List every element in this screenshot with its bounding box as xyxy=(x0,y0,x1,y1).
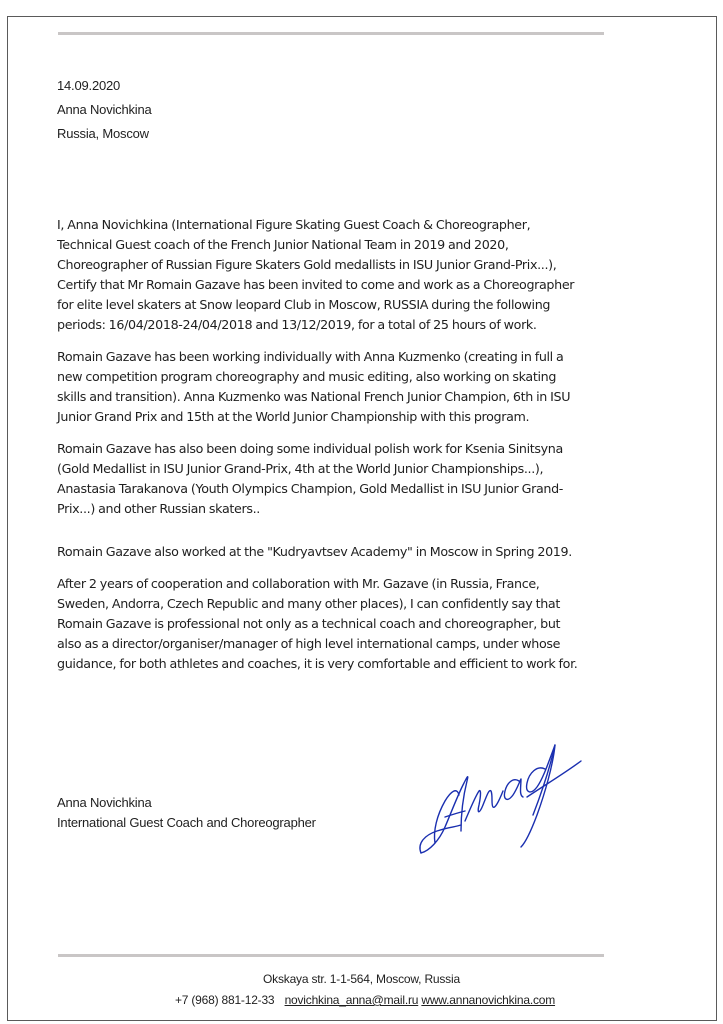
footer-contacts xyxy=(0,993,723,1007)
body-line: Sweden, Andorra, Czech Republic and many other places), I can confidently say that xyxy=(57,596,560,611)
signature-stroke xyxy=(420,825,461,853)
body-line: After 2 years of cooperation and collaboration with Mr. Gazave (in Russia, France, xyxy=(57,576,540,591)
paragraph-kuzmenko xyxy=(57,347,657,427)
body-line: skills and transition). Anna Kuzmenko was National French Junior Champion, 6th in ISU xyxy=(57,389,571,404)
body-line: also as a director/organiser/manager of high level international camps, under whose xyxy=(57,636,561,651)
letter-body xyxy=(57,215,657,686)
signature-stroke xyxy=(527,761,581,797)
body-line: Prix...) and other Russian skaters.. xyxy=(57,501,260,516)
body-line: Technical Guest coach of the French Junior National Team in 2019 and 2020, xyxy=(57,237,509,252)
body-line: Anastasia Tarakanova (Youth Olympics Champion, Gold Medallist in ISU Junior Grand- xyxy=(57,481,564,496)
body-line: for elite level skaters at Snow leopard Club in Moscow, RUSSIA during the following xyxy=(57,297,551,312)
signature-block xyxy=(57,793,316,833)
sender-location: Russia, Moscow xyxy=(57,126,149,141)
phone-number: +7 (968) 881-12-33 xyxy=(174,993,275,1007)
footer-rule xyxy=(58,954,604,957)
body-line: periods: 16/04/2018-24/04/2018 and 13/12/2019, for a total of 25 hours of work. xyxy=(57,317,537,332)
body-line: new competition program choreography and music editing, also working on skating xyxy=(57,369,557,384)
paragraph-other-skaters xyxy=(57,439,657,519)
letter-header xyxy=(57,74,152,146)
body-line: Junior Grand Prix and 15th at the World Junior Championship with this program. xyxy=(57,409,530,424)
body-line: Romain Gazave also worked at the "Kudryavtsev Academy" in Moscow in Spring 2019. xyxy=(57,544,572,559)
letter-date: 14.09.2020 xyxy=(57,78,121,93)
paragraph-certification xyxy=(57,215,657,335)
footer-address xyxy=(0,972,723,986)
signature-stroke xyxy=(504,779,523,799)
body-line: I, Anna Novichkina (International Figure Skating Guest Coach & Choreographer, xyxy=(57,217,531,232)
email-link[interactable]: novichkina_anna@mail.ru xyxy=(284,993,419,1007)
paragraph-conclusion xyxy=(57,574,657,674)
website-link[interactable]: www.annanovichkina.com xyxy=(421,993,556,1007)
paragraph-academy xyxy=(57,542,657,562)
signature-stroke xyxy=(465,791,503,821)
address-text: Okskaya str. 1-1-564, Moscow, Russia xyxy=(263,972,460,986)
signature-stroke xyxy=(521,745,555,847)
body-line: Romain Gazave is professional not only as a technical coach and choreographer, but xyxy=(57,616,561,631)
sender-name: Anna Novichkina xyxy=(57,102,152,117)
body-line: (Gold Medallist in ISU Junior Grand-Prix, 4th at the World Junior Championships...), xyxy=(57,461,544,476)
header-rule xyxy=(58,32,604,35)
signature-stroke xyxy=(421,777,468,853)
body-line: Romain Gazave has been working individually with Anna Kuzmenko (creating in full a xyxy=(57,349,564,364)
body-line: Choreographer of Russian Figure Skaters Gold medallists in ISU Junior Grand-Prix...), xyxy=(57,257,557,272)
signatory-title: International Guest Coach and Choreographer xyxy=(57,815,316,830)
body-line: guidance, for both athletes and coaches, it is very comfortable and efficient to work for. xyxy=(57,656,578,671)
handwritten-signature-icon xyxy=(415,735,595,865)
signatory-name: Anna Novichkina xyxy=(57,795,152,810)
body-line: Certify that Mr Romain Gazave has been invited to come and work as a Choreographer xyxy=(57,277,575,292)
body-line: Romain Gazave has also been doing some individual polish work for Ksenia Sinitsyna xyxy=(57,441,563,456)
